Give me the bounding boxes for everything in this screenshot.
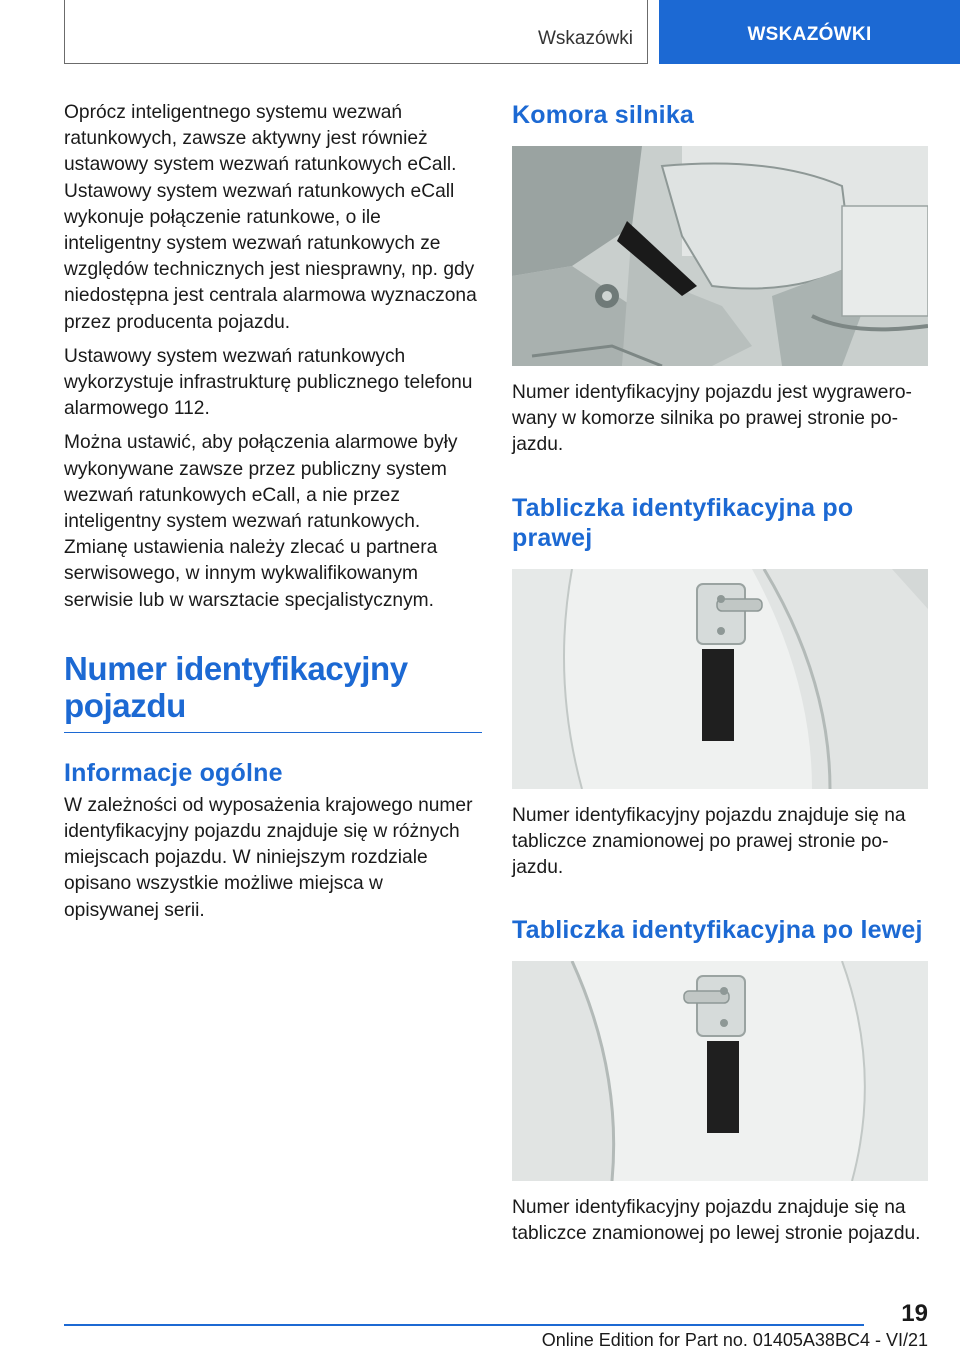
- left-column: [64, 100, 482, 932]
- intro-paragraph-2: Ustawowy system wezwań ratunkowych wykorzystuje infrastrukturę publicznego telefonu alarmowego 112.: [64, 345, 473, 420]
- header-section-title: Wskazówki: [537, 28, 633, 49]
- page-number: 19: [901, 1300, 928, 1327]
- caption-engine-compartment: Numer identyfikacyjny pojazdu jest wygrawerowany w komorze silnika po prawej stronie pojazdu.: [512, 382, 912, 456]
- heading-plate-left: Tabliczka identyfikacyjna po lewej: [512, 916, 923, 945]
- heading-engine-compartment: Komora silnika: [512, 101, 695, 129]
- right-column: [512, 100, 928, 1248]
- intro-paragraph-3: Można ustawić, aby połączenia alarmowe były wykonywane zawsze przez publiczny system wezwań ratunkowych eCall, a nie przez inteligentny system wezwań ratunkowych. Zmianę ustawienia należy zlecać u partnera serwisowego, w innym wykwalifikowanym serwisie lub w warsztacie specjalistycznym.: [64, 432, 458, 611]
- section-heading-vin: Numer identyfikacyjny pojazdu: [64, 650, 482, 733]
- intro-paragraph-1: Oprócz inteligentnego systemu wezwań ratunkowych, zawsze aktywny jest również ustawowy system wezwań ratunkowych eCall. Ustawowy system wezwań ratunkowych eCall wykonuje połączenie ratunkowe, o ile inteligentny system wezwań ratunkowych ze względów technicznych jest niesprawny, np. gdy niedostępna jest centrala alarmowa wyznaczona przez producenta pojazdu.: [64, 102, 477, 333]
- header-chapter-tab: WSKAZÓWKI: [659, 0, 960, 64]
- caption-plate-left: Numer identyfikacyjny pojazdu znajduje się na tabliczce znamionowej po lewej stronie pojazdu.: [512, 1197, 921, 1245]
- caption-plate-right: Numer identyfikacyjny pojazdu znajduje się na tabliczce znamionowej po prawej stronie pojazdu.: [512, 804, 906, 879]
- general-info-text: W zależności od wyposażenia krajowego numer identyfikacyjny pojazdu znajduje się w różnych miejscach pojazdu. W niniejszym rozdziale opisano wszystkie możliwe miejsca w opisywanej serii.: [64, 794, 473, 921]
- footer-divider: [64, 1324, 864, 1326]
- subheading-general-info: Informacje ogólne: [64, 758, 283, 787]
- left-plate-image: [512, 961, 928, 1181]
- footer-edition-text: Online Edition for Part no. 01405A38BC4 - VI/21: [541, 1330, 928, 1350]
- engine-compartment-image: [512, 146, 928, 366]
- right-plate-image: [512, 569, 928, 789]
- header-frame: [64, 0, 648, 64]
- heading-plate-right: Tabliczka identyfikacyjna po prawej: [512, 493, 854, 552]
